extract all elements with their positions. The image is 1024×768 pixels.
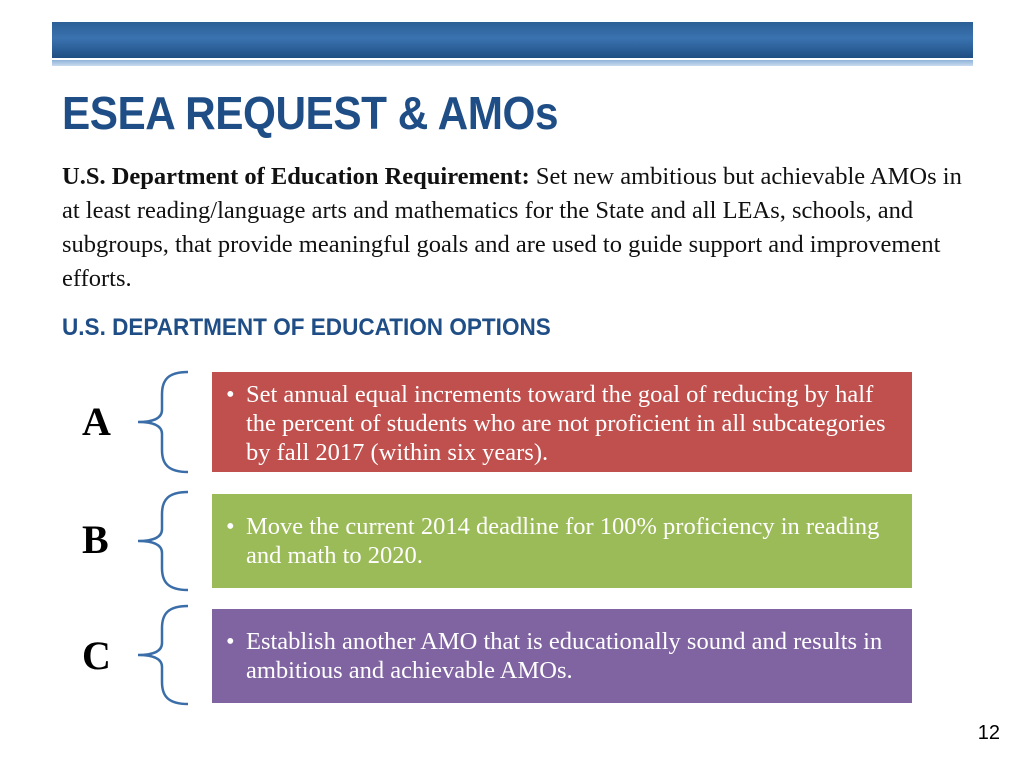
header-banner bbox=[52, 22, 973, 58]
option-b-box bbox=[212, 494, 912, 588]
curly-brace-icon bbox=[132, 604, 196, 706]
option-a-list bbox=[226, 380, 898, 467]
option-c-letter: C bbox=[82, 633, 111, 678]
requirement-lead: U.S. Department of Education Requirement: bbox=[62, 163, 530, 190]
option-a-box bbox=[212, 372, 912, 472]
page-number: 12 bbox=[977, 722, 1000, 744]
curly-brace-icon bbox=[132, 370, 196, 474]
requirement-text: Set new ambitious but achievable AMOs in at least reading/language arts and mathematics for the State and all LEAs, schools, and subgroups, that provide meaningful goals and are used to guide support and improvement efforts. bbox=[62, 163, 962, 292]
option-c-box bbox=[212, 609, 912, 703]
option-c-text: • Establish another AMO that is educationally sound and results in ambitious and achievable AMOs. bbox=[246, 627, 898, 685]
option-a-letter: A bbox=[82, 399, 111, 444]
option-b-list bbox=[226, 512, 898, 570]
option-a-text: • Set annual equal increments toward the goal of reducing by half the percent of students who are not proficient in all subcategories by fall 2017 (within six years). bbox=[246, 380, 898, 467]
options-heading: U.S. DEPARTMENT OF EDUCATION OPTIONS bbox=[62, 314, 551, 341]
requirement-paragraph bbox=[62, 160, 972, 296]
curly-brace-icon bbox=[132, 490, 196, 592]
header-banner-underline bbox=[52, 60, 973, 66]
slide-title: ESEA REQUEST & AMOs bbox=[62, 87, 559, 139]
option-b-text: • Move the current 2014 deadline for 100% proficiency in reading and math to 2020. bbox=[246, 512, 898, 570]
option-b-letter: B bbox=[82, 517, 109, 562]
option-c-list bbox=[226, 627, 898, 685]
